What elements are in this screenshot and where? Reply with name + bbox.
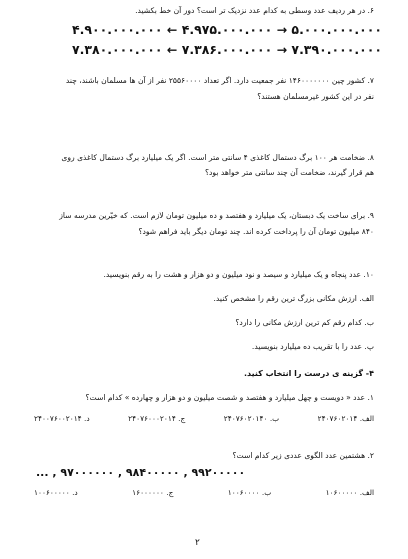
q9-line1: ۹. برای ساخت یک دبستان، یک میلیارد و هفتصد و ده میلیون تومان لازم است. که خیّرین مدرسه ساز <box>59 211 374 220</box>
q8-line1: ۸. ضخامت هر ۱۰۰ برگ دستمال کاغذی ۴ سانتی متر است. اگر یک میلیارد برگ دستمال کاغذی روی <box>61 153 374 162</box>
mc2-option-d[interactable]: د. ۱۰۰۶۰۰۰۰۰ <box>34 488 78 497</box>
mc2-pattern: ... , ۹۷۰۰۰۰۰۰ , ۹۸۴۰۰۰۰۰ , ۹۹۲۰۰۰۰۰ <box>36 466 246 479</box>
q7-line1: ۷. کشور چین ۱۴۶۰۰۰۰۰۰۰ نفر جمعیت دارد. اگر تعداد ۲۵۵۶۰۰۰۰ نفر از آن ها مسلمان باشند، چند <box>65 76 374 85</box>
mc1-option-b[interactable]: ب. ۲۴۰۷۶۰۲۰۱۴۰ <box>223 414 280 423</box>
mc1-options <box>34 414 374 423</box>
q6-row1: ۴.۹۰۰.۰۰۰.۰۰۰ ← ۴.۹۷۵.۰۰۰.۰۰۰ → ۵.۰۰۰.۰۰۰.۰۰۰ <box>72 22 382 37</box>
mc1-option-c[interactable]: ج. ۲۴۰۷۶۰۰۰۲۰۱۴ <box>128 414 186 423</box>
q10-part-c: پ. عدد را با تقریب ده میلیارد بنویسید. <box>251 342 374 351</box>
section4-title: ۴- گزینه ی درست را انتخاب کنید. <box>243 369 374 378</box>
q10-part-a: الف. ارزش مکانی بزرگ ترین رقم را مشخص کنید. <box>213 294 374 303</box>
mc2-question: ۲. هشتمین عدد الگوی عددی زیر کدام است؟ <box>232 451 374 460</box>
mc2-options <box>34 488 374 497</box>
q7-line2: نفر در این کشور غیرمسلمان هستند؟ <box>257 92 374 101</box>
q6-text: ۶. در هر ردیف عدد وسطی به کدام عدد نزدیک تر است؟ دور آن خط بکشید. <box>135 6 374 15</box>
mc1-option-d[interactable]: د. ۲۴۰۰۷۶۰۰۲۰۱۴ <box>34 414 90 423</box>
q6-row2: ۷.۳۸۰.۰۰۰.۰۰۰ ← ۷.۳۸۶.۰۰۰.۰۰۰ → ۷.۳۹۰.۰۰۰.۰۰۰ <box>72 42 382 57</box>
mc2-option-b[interactable]: ب. ۱۰۰۶۰۰۰۰ <box>227 488 272 497</box>
mc2-option-a[interactable]: الف. ۱۰۶۰۰۰۰۰ <box>325 488 374 497</box>
page-number: ۲ <box>195 538 200 548</box>
q8-line2: هم قرار گیرند، ضخامت آن چند سانتی متر خواهد بود؟ <box>205 168 374 177</box>
mc1-question: ۱. عدد « دویست و چهل میلیارد و هفتصد و شصت میلیون و دو هزار و چهارده » کدام است؟ <box>85 393 374 402</box>
q10-line1: ۱۰. عدد پنجاه و یک میلیارد و سیصد و نود میلیون و دو هزار و هشت را به رقم بنویسید. <box>103 270 374 279</box>
q9-line2: ۸۴۰ میلیون تومان آن را پرداخت کرده اند. چند تومان دیگر باید فراهم شود؟ <box>138 227 374 236</box>
q10-part-b: ب. کدام رقم کم ترین ارزش مکانی را دارد؟ <box>235 318 374 327</box>
mc2-option-c[interactable]: ج. ۱۶۰۰۰۰۰۰ <box>132 488 174 497</box>
mc1-option-a[interactable]: الف. ۲۴۰۷۶۰۲۰۱۴ <box>317 414 374 423</box>
